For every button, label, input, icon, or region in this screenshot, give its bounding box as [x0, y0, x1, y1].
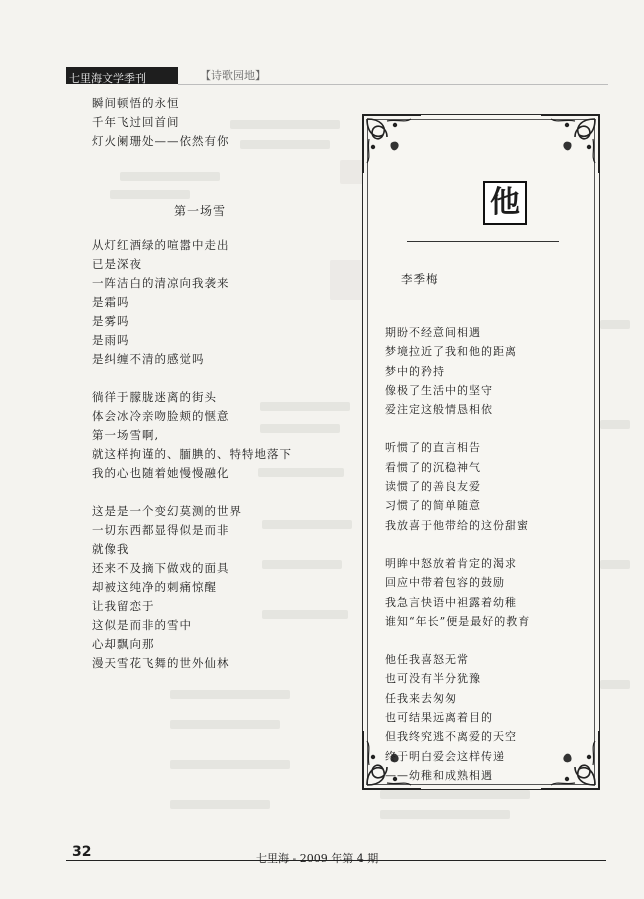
poem-line: 我急言快语中袒露着幼稚 [385, 595, 517, 609]
poem-body [92, 236, 342, 673]
poem-line: 就像我 [92, 542, 130, 556]
author-name: 李季梅 [401, 272, 439, 286]
poem-line: 让我留恋于 [92, 599, 155, 613]
poem-line: 徜徉于朦胧迷离的街头 [92, 390, 217, 404]
poem-line: 听惯了的直言相告 [385, 441, 481, 455]
intro-line: 灯火阑珊处——依然有你 [92, 134, 230, 148]
title-rule [407, 241, 559, 242]
poem-line: 就这样拘谨的、腼腆的、特特地落下 [92, 447, 292, 461]
poem-line: 爱注定这般情恳相依 [385, 403, 493, 417]
poem-line: 第一场雪啊, [92, 428, 160, 442]
poem-line: 体会冰冷亲吻脸颊的惬意 [92, 409, 230, 423]
magazine-label: 七里海文学季刊 [69, 72, 146, 85]
poem-line: 已是深夜 [92, 257, 142, 271]
poem-line: 明眸中怒放着肯定的渴求 [385, 556, 517, 570]
framed-poem-body [385, 323, 590, 785]
poem-line: 读惯了的善良友爱 [385, 480, 481, 494]
poem-line: ——幼稚和成熟相遇 [385, 768, 493, 782]
poem-line: 我的心也随着她慢慢融化 [92, 466, 230, 480]
header-rule [178, 84, 608, 85]
poem-line: 看惯了的沉稳神气 [385, 460, 481, 474]
poem-line: 终于明白爱会这样传递 [385, 749, 505, 763]
poem-line: 这是是一个变幻莫测的世界 [92, 504, 242, 518]
poem-line: 是雨吗 [92, 333, 130, 347]
poem-line: 但我终究逃不离爱的天空 [385, 730, 517, 744]
corner-ornament-icon [539, 113, 601, 175]
poem-line: 期盼不经意间相遇 [385, 326, 481, 339]
poem-line: 习惯了的简单随意 [385, 499, 481, 513]
poem-line: 谁知“年长”便是最好的教育 [385, 614, 531, 628]
poem-line: 回应中带着包容的鼓励 [385, 576, 505, 590]
intro-line: 千年飞过回首间 [92, 115, 180, 129]
poem-line: 从灯红酒绿的喧嚣中走出 [92, 238, 230, 252]
poem-title-box: 他 [483, 181, 527, 225]
poem-line: 我放喜于他带给的这份甜蜜 [385, 518, 529, 532]
page-number: 32 [72, 844, 92, 860]
framed-poem-box [362, 114, 600, 790]
poem-line: 任我来去匆匆 [385, 691, 457, 705]
poem-line: 一阵洁白的清凉向我袭来 [92, 276, 230, 290]
column-label: 【诗歌园地】 [200, 69, 266, 82]
poem-line: 梦境拉近了我和他的距离 [385, 345, 517, 359]
poem-line: 漫天雪花飞舞的世外仙林 [92, 656, 230, 670]
magazine-header-bar [66, 67, 178, 84]
issue-label: 七里海 - 2009 年第 4 期 [256, 852, 379, 865]
poem-line: 心却飘向那 [92, 637, 155, 651]
left-column [92, 94, 342, 151]
poem-line: 这似是而非的雪中 [92, 618, 192, 632]
poem-title: 第一场雪 [174, 204, 227, 218]
poem-line: 是雾吗 [92, 314, 130, 328]
poem-line: 是纠缠不清的感觉吗 [92, 352, 205, 366]
poem-line: 还来不及摘下做戏的面具 [92, 561, 230, 575]
poem-line: 一切东西都显得似是而非 [92, 523, 230, 537]
poem-line: 却被这纯净的刺痛惊醒 [92, 580, 217, 594]
poem-line: 也可结果远离着目的 [385, 711, 493, 725]
page-footer [0, 838, 644, 878]
poem-line: 是霜吗 [92, 295, 130, 309]
intro-line: 瞬间顿悟的永恒 [92, 96, 180, 110]
poem-line: 梦中的矜持 [385, 364, 445, 378]
poem-line: 他任我喜怒无常 [385, 653, 469, 667]
poem-line: 也可没有半分犹豫 [385, 672, 481, 686]
corner-ornament-icon [361, 113, 423, 175]
poem-line: 像极了生活中的坚守 [385, 383, 493, 397]
